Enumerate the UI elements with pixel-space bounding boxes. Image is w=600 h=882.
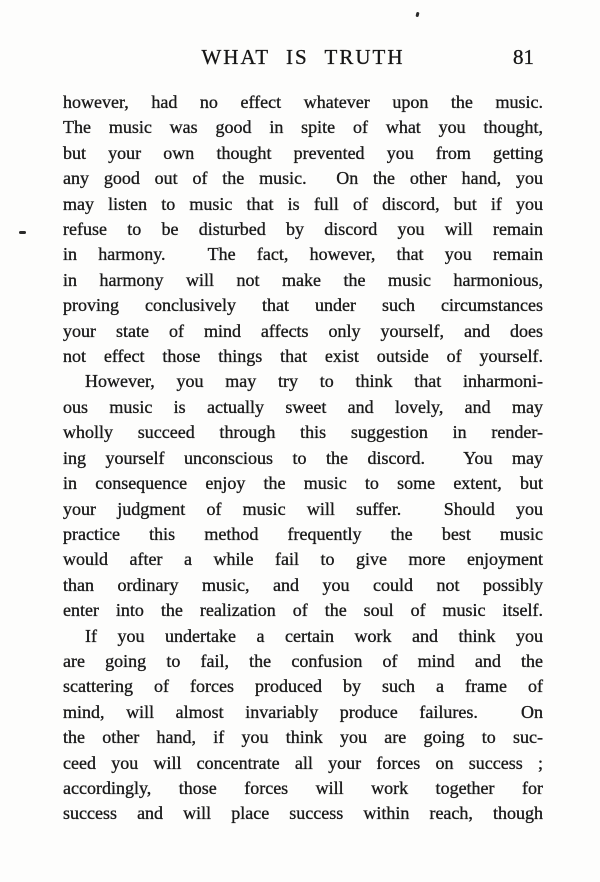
text-line: However, you may try to think that inharmoni- — [85, 371, 543, 392]
text-line: than ordinary music, and you could not possibly — [63, 574, 543, 595]
text-line: in harmony will not make the music harmonious, — [63, 269, 543, 290]
text-line: may listen to music that is full of discord, but if you — [63, 193, 543, 214]
text-line: your state of mind affects only yourself, and does — [63, 320, 543, 341]
text-line: the other hand, if you think you are going to suc- — [63, 727, 543, 748]
text-line: however, had no effect whatever upon the music. — [63, 92, 543, 112]
text-line: in consequence enjoy the music to some extent, but — [63, 473, 543, 494]
running-title: WHAT IS TRUTH — [201, 45, 405, 69]
text-line: The music was good in spite of what you thought, — [63, 117, 543, 138]
text-line: any good out of the music. On the other hand, you — [63, 168, 543, 189]
text-line: not effect those things that exist outside of yourself. — [63, 346, 543, 367]
text-line: proving conclusively that under such circumstances — [63, 295, 543, 316]
text-line: are going to fail, the confusion of mind and the — [63, 650, 543, 671]
text-line: ceed you will concentrate all your forces on success ; — [63, 752, 543, 773]
text-line: mind, will almost invariably produce failures. On — [63, 701, 543, 722]
text-line: refuse to be disturbed by discord you will remain — [63, 219, 543, 240]
page-number: 81 — [513, 45, 534, 69]
text-line: would after a while fail to give more enjoyment — [63, 549, 543, 570]
page-header — [63, 44, 543, 70]
text-line: wholly succeed through this suggestion in render- — [63, 422, 543, 443]
text-line: in harmony. The fact, however, that you remain — [63, 244, 543, 265]
text-line: your judgment of music will suffer. Should you — [63, 498, 543, 519]
text-line: ous music is actually sweet and lovely, and may — [63, 396, 543, 417]
text-line: success and will place success within reach, though — [63, 803, 543, 824]
text-line: ing yourself unconscious to the discord. You may — [63, 447, 543, 468]
text-line: If you undertake a certain work and think you — [85, 625, 543, 646]
text-line: enter into the realization of the soul of music itself. — [63, 600, 543, 621]
page-body — [63, 90, 543, 827]
scan-speck-icon — [415, 12, 419, 18]
text-line: but your own thought prevented you from getting — [63, 142, 543, 163]
text-line: practice this method frequently the best music — [63, 523, 543, 544]
text-line: scattering of forces produced by such a frame of — [63, 676, 543, 697]
margin-dash-icon — [19, 231, 26, 234]
text-line: accordingly, those forces will work together for — [63, 777, 543, 798]
